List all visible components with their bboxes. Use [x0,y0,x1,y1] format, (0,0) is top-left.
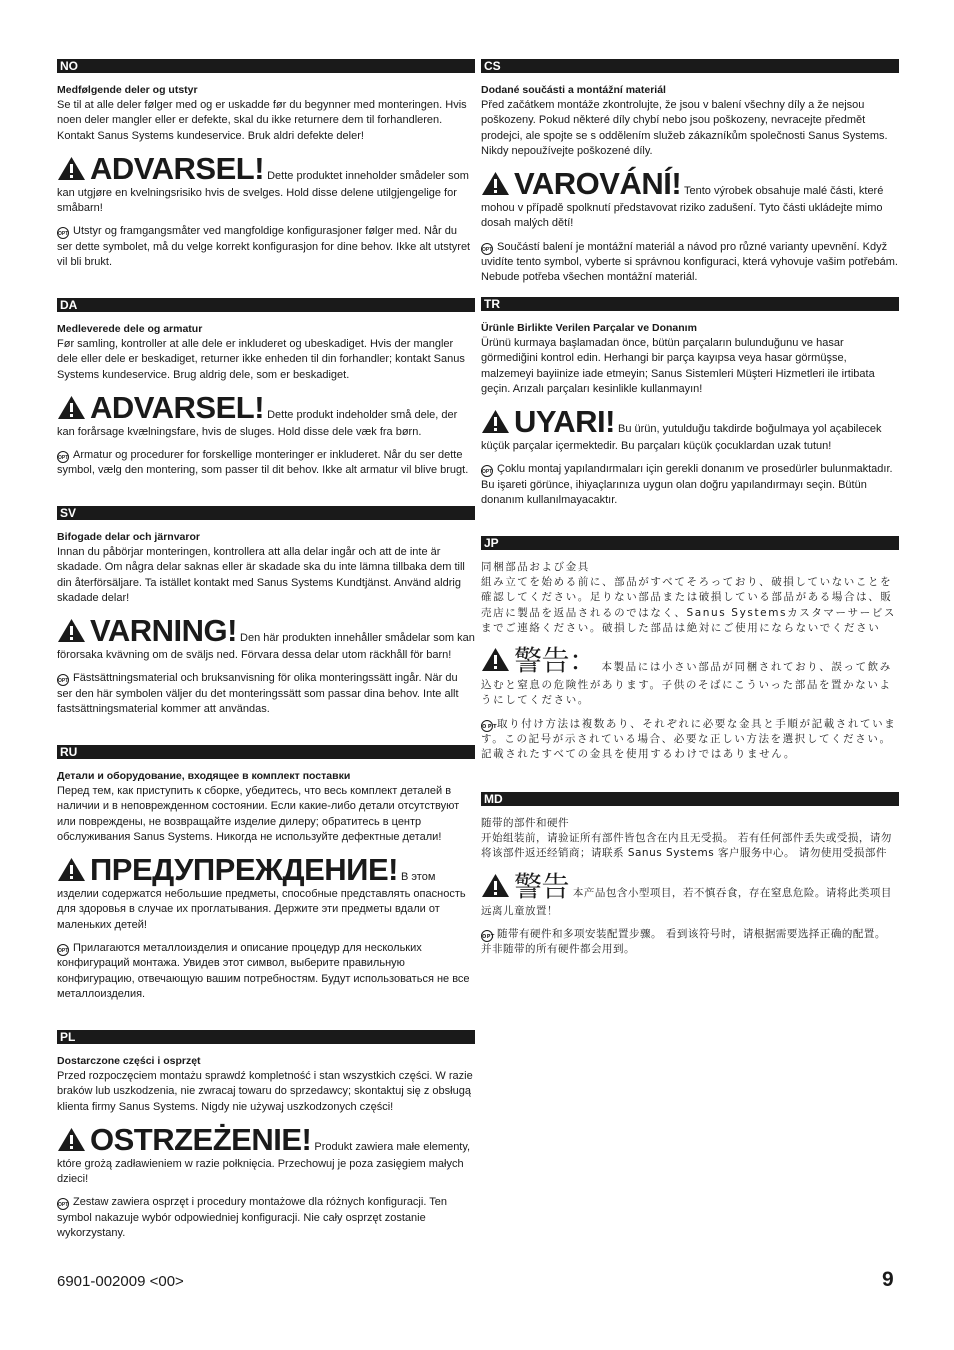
section-code-no: NO [57,59,475,73]
warning-triangle-icon [481,409,510,434]
section-jp [481,536,899,763]
section-code-cs: CS [481,59,899,73]
warning-triangle-icon [481,171,510,196]
section-intro: Перед тем, как приступить к сборке, убедитесь, что весь комплект деталей в наличии и в неповрежденном состоянии. Если какие-либо детали отсутствуют или повреждены, не возвращайте изделие дилеру; обратитесь в центр обслуживания Sanus Systems. Никогда не используйте дефектные детали! [57,785,460,843]
options-text: Součástí balení je montážní materiál a návod pro různé varianty upevnění. Když uvidíte tento symbol, vyberte si správnou konfiguraci, která vyhovuje vašim potřebám. Nebude potřeba všechen montážní materiál. [481,240,898,284]
opt-icon: OPT [57,227,69,239]
opt-icon: OPT [481,720,493,732]
opt-icon: OPT [57,944,69,956]
options-text: Çoklu montaj yapılandırmaları için gerekli donanım ve prosedürler bulunmaktadır. Bu işareti görünce, ihiyaçlarınıza uygun olan doğru yapılandırmayı seçin. Bütün donanım kullanılmayacaktır. [481,463,893,507]
section-heading: Medfølgende deler og utstyr [57,84,198,96]
warning-triangle-icon [481,873,510,898]
section-tr [481,297,899,508]
opt-icon: OPT [57,674,69,686]
warning-block [481,405,899,454]
page-number: 9 [882,1268,894,1291]
warning-text: Produkt zawiera małe elementy, które grożą zadławieniem w razie połknięcia. Przechowuj je poza zasięgiem małych dzieci! [57,1140,471,1186]
section-intro: 組み立てを始める前に、部品がすべてそろっており、破損していないことを確認してください。足りない部品または破損している部品がある場合は、販売店に製品を返品されるのではなく、Sanus Systemsカスタマーサービスまでご連絡ください。破損した部品は絶対にご使用にならないでください [481,576,897,634]
options-block [481,717,899,763]
warning-text: Dette produkt indeholder små dele, der kan forårsage kvælningsfare, hvis de sluges. Hold disse dele væk fra børn. [57,408,458,438]
warning-block [481,644,899,709]
options-text: 取り付け方法は複数あり、それぞれに必要な金具と手順が記載されています。この記号が示されている場合、必要な正しい方法を選択してください。記載されたすべての金具を使用するわけではありません。 [481,717,897,761]
section-heading: 同梱部品および金具 [481,561,590,573]
section-code-pl: PL [57,1030,475,1044]
warning-block [481,167,899,232]
warning-text: Tento výrobek obsahuje malé části, které mohou v případě spolknutí představovat riziko zadušení. Tyto části ukládejte mimo dosah malých dětí! [481,185,884,230]
section-intro: Se til at alle deler følger med og er uskadde før du begynner med monteringen. Hvis noen deler mangler eller er defekte, skal du ikke returnere dem til forhandleren. Kontakt Sanus Systems kundeservice. Bruk aldri defekte deler! [57,99,467,142]
options-block [481,462,899,508]
options-text: Armatur og procedurer for forskellige monteringer er inkluderet. Når du ser dette symbol, vælg den montering, som passer til dit behov. Ikke alt armatur vil blive brugt. [57,449,469,477]
warning-word: VARNING! [90,613,237,649]
warning-block [57,391,475,440]
opt-icon: OPT [481,243,493,255]
warning-word: ПРЕДУПРЕЖДЕНИЕ! [90,852,398,888]
options-block [57,1195,475,1241]
options-block [57,671,475,717]
warning-text: 本产品包含小型项目，若不慎吞食，存在窒息危险。请将此类项目远离儿童放置！ [481,886,892,917]
warning-text: Bu ürün, yutulduğu takdirde boğulmaya yol açabilecek küçük parçalar içermektedir. Bu parçaları küçük çocuklardan uzak tutun! [481,423,882,453]
warning-triangle-icon [57,156,86,181]
section-intro: Przed rozpoczęciem montażu sprawdź kompletność i stan wszystkich części. W razie braków lub uszkodzenia, nie zwracaj towaru do sprzedawcy; skontaktuj się z obsługą klienta firmy Sanus Systems. Nigdy nie używaj uszkodzonych części! [57,1070,473,1113]
section-code-sv: SV [57,506,475,520]
warning-triangle-icon [57,857,86,882]
warning-triangle-icon [57,618,86,643]
options-block [481,240,899,286]
section-heading: Medleverede dele og armatur [57,323,203,335]
options-block [57,224,475,270]
warning-text: Den här produkten innehåller smådelar som kan förorsaka kvävning om de sväljs ned. Förvara dessa delar utom räckhåll för barn! [57,632,475,662]
warning-word: ADVARSEL! [90,389,265,425]
section-sv [57,506,475,717]
warning-block [481,870,899,919]
document-code: 6901-002009 <00> [57,1273,184,1290]
section-pl [57,1030,475,1241]
warning-text: 本製品には小さい部品が同梱されており、誤って飲み込むと窒息の危険性があります。子供のそばにこういった部品を置かないようにしてください。 [481,661,892,707]
options-text: 随带有硬件和多项安装配置步骤。 看到该符号时，请根据需要选择正确的配置。 并非随带的所有硬件都会用到。 [481,927,886,956]
section-md [481,792,899,957]
warning-word: ADVARSEL! [90,150,265,186]
warning-block [57,853,475,933]
opt-icon: OPT [481,465,493,477]
section-heading: Ürünle Birlikte Verilen Parçalar ve Donanım [481,322,697,334]
options-text: Utstyr og framgangsmåter ved mangfoldige konfigurasjoner følger med. Når du ser dette symbolet, må du velge korrekt konfigurasjon for dine behov. Ikke alt utstyret vil bli brukt. [57,225,471,269]
options-block [57,941,475,1002]
options-text: Zestaw zawiera osprzęt i procedury montażowe dla różnych konfiguracji. Ten symbol nakazuje wybór odpowiedniej konfiguracji. Nie cały osprzęt zostanie wykorzystany. [57,1196,447,1240]
section-code-ru: RU [57,745,475,759]
section-code-da: DA [57,298,475,312]
warning-triangle-icon [57,395,86,420]
warning-text: В этом изделии содержатся небольшие предметы, способные представлять опасность для здоровья в случае их проглатывания. Держите эти предметы вдали от маленьких детей! [57,871,466,931]
section-intro: Před začátkem montáže zkontrolujte, že jsou v balení všechny díly a že nejsou poškozeny. Pokud některé díly chybí nebo jsou poškozeny, nevracejte předmět prodejci, ale spojte se s oddělením služeb zákazníkům společnosti Sanus Systems. Nikdy nepoužívejte poškozené díly. [481,99,888,157]
section-code-tr: TR [481,297,899,311]
section-heading: 随带的部件和硬件 [481,817,569,829]
opt-icon: OPT [57,451,69,463]
warning-block [57,1123,475,1188]
section-intro: 开始组装前，请验证所有部件皆包含在内且无受损。 若有任何部件丢失或受损，请勿将该部件返还经销商；请联系 Sanus Systems 客户服务中心。 请勿使用受损部件 [481,832,892,860]
options-block [57,448,475,479]
opt-icon: OPT [57,1198,69,1210]
warning-word: OSTRZEŻENIE! [90,1121,312,1157]
warning-triangle-icon [57,1127,86,1152]
section-code-jp: JP [481,536,899,550]
options-text: Прилагаются металлоизделия и описание процедур для нескольких конфигураций монтажа. Увидев этот символ, выберите правильную конфигурацию, отвечающую вашим потребностям. Будут использоваться не все металлоизделия. [57,942,470,1000]
warning-block [57,614,475,663]
section-no [57,59,475,270]
section-heading: Dostarczone części i osprzęt [57,1055,201,1067]
warning-word: VAROVÁNÍ! [514,166,682,202]
warning-block [57,152,475,217]
opt-icon: OPT [481,930,493,942]
warning-triangle-icon [481,647,510,672]
section-code-md: MD [481,792,899,806]
options-block [481,927,899,958]
section-heading: Bifogade delar och järnvaror [57,531,200,543]
section-cs [481,59,899,286]
section-intro: Innan du påbörjar monteringen, kontrollera att alla delar ingår och att de inte är skadade. Om några delar saknas eller är skadade ska du inte lämna tillbaka dem till din återförsäljare. Ta istället kontakt med Sanus Systems Kundtjänst. Använd aldrig skadade delar! [57,546,465,604]
warning-word: UYARI! [514,404,615,440]
section-intro: Ürünü kurmaya başlamadan önce, bütün parçaların bulunduğunu ve hasar görmediğini kontrol edin. Herhangi bir parça kayıpsa veya hasar görmüşse, malzemeyi bayiinize iade etmeyin; Sanus Sistemleri Müşteri Hizmetleri ile irtibata geçin. Arızalı parçaları kesinlikle kullanmayın! [481,337,875,395]
section-da [57,298,475,479]
section-intro: Før samling, kontroller at alle dele er inkluderet og ubeskadiget. Hvis der mangler dele eller dele er beskadiget, returner ikke enheden til din forhandler; kontakt Sanus Systems kundeservice. Brug aldrig dele, som er beskadiget. [57,338,465,381]
warning-word: 警告 [514,870,570,902]
section-ru [57,745,475,1002]
options-text: Fästsättningsmaterial och bruksanvisning för olika monteringssätt ingår. När du ser den här symbolen väljer du det monteringssätt som passar dina behov. Inte allt fastsättningsmaterial kommer att användas. [57,672,459,716]
section-heading: Детали и оборудование, входящее в комплект поставки [57,770,351,782]
warning-word: 警告： [514,645,597,677]
warning-text: Dette produktet inneholder smådeler som kan utgjøre en kvelningsrisiko hvis de svelges. Hold disse delene utilgjengelige for småbarn! [57,169,469,215]
section-heading: Dodané součásti a montážní materiál [481,84,666,96]
